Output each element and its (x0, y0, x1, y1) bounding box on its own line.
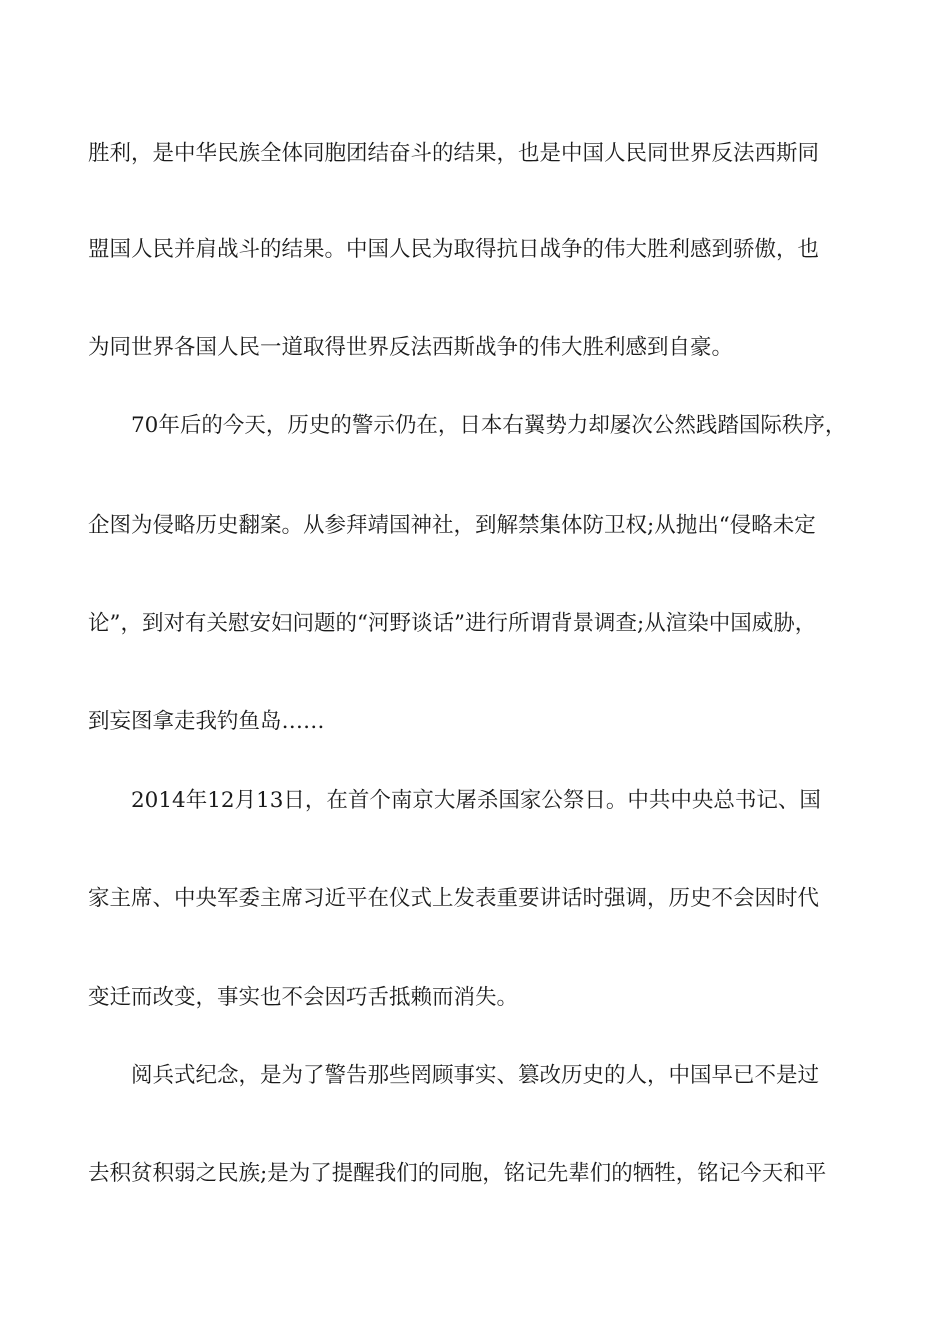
paragraph-4-line-2: 去积贫积弱之民族;是为了提醒我们的同胞，铭记先辈们的牺牲，铭记今天和平 (88, 1161, 827, 1186)
paragraph-4-line-1: 阅兵式纪念，是为了警告那些罔顾事实、篡改历史的人，中国早已不是过 (131, 1063, 820, 1088)
paragraph-2-line-4: 到妄图拿走我钓鱼岛…… (88, 709, 325, 734)
paragraph-3-line-2: 家主席、中央军委主席习近平在仪式上发表重要讲话时强调，历史不会因时代 (88, 886, 820, 911)
paragraph-1-line-3: 为同世界各国人民一道取得世界反法西斯战争的伟大胜利感到自豪。 (88, 335, 734, 360)
paragraph-1-line-1: 胜利，是中华民族全体同胞团结奋斗的结果，也是中国人民同世界反法西斯同 (88, 141, 820, 166)
paragraph-2-line-1: 70年后的今天，历史的警示仍在，日本右翼势力却屡次公然践踏国际秩序， (131, 413, 847, 438)
paragraph-2-line-2: 企图为侵略历史翻案。从参拜靖国神社，到解禁集体防卫权;从抛出“侵略未定 (88, 513, 816, 538)
paragraph-3-line-1: 2014年12月13日，在首个南京大屠杀国家公祭日。中共中央总书记、国 (131, 788, 821, 813)
paragraph-2-line-3: 论”，到对有关慰安妇问题的“河野谈话”进行所谓背景调查;从渲染中国威胁， (88, 611, 817, 636)
paragraph-3-line-3: 变迁而改变，事实也不会因巧舌抵赖而消失。 (88, 985, 519, 1010)
paragraph-1-line-2: 盟国人民并肩战斗的结果。中国人民为取得抗日战争的伟大胜利感到骄傲，也 (88, 237, 820, 262)
